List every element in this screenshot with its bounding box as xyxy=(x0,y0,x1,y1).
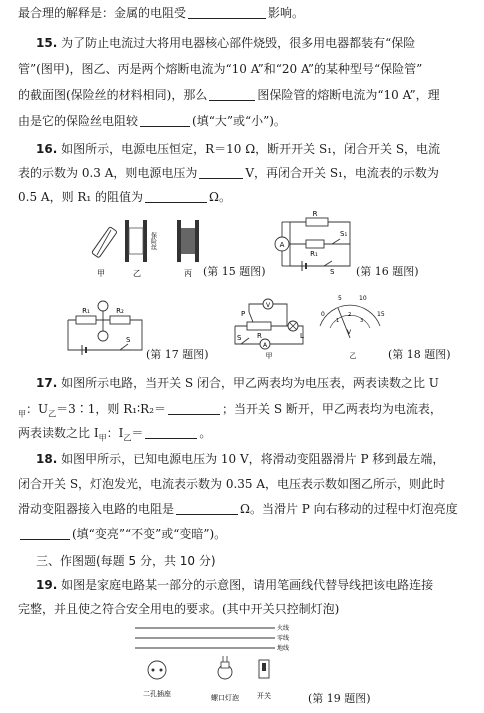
fig15-fuse-diagram xyxy=(85,210,205,282)
fig19-household-circuit xyxy=(135,620,310,710)
fig15-label-jia: 甲 xyxy=(97,269,105,278)
fig15-label-bing: 丙 xyxy=(184,269,192,278)
q18-line-3: 滑动变阻器接入电路的电阻是 Ω。当滑片 P 向右移动的过程中灯泡亮度 xyxy=(18,502,458,516)
fig16-circuit-diagram xyxy=(268,210,360,276)
fig15-fuse-label: 保险丝 xyxy=(149,232,157,250)
q16-answer-blank-1[interactable] xyxy=(199,165,243,179)
fig18-tick-10: 10 xyxy=(359,295,367,302)
fuse-tube-jia xyxy=(92,227,118,258)
fig16-label-S1: S₁ xyxy=(340,230,348,238)
fig16-label-A: A xyxy=(279,241,285,249)
q18-answer-blank-1[interactable] xyxy=(176,501,238,515)
q18-line-4: (填“变亮”“不变”或“变暗”)。 xyxy=(18,525,478,543)
fig19-label-neutral: 零线 xyxy=(277,635,290,642)
q18-line-1: 18. 如图甲所示，已知电源电压为 10 V，将滑动变阻器滑片 P 移到最左端， xyxy=(36,452,445,466)
fig18-inner-1: 1 xyxy=(336,318,340,324)
fuse-cross-section-yi xyxy=(125,220,147,262)
switch-s-icon xyxy=(241,338,249,344)
fig19-label-live: 火线 xyxy=(277,625,290,632)
fig16-label-S: S xyxy=(330,268,335,276)
fig19-caption: (第 19 题图) xyxy=(308,692,371,705)
q16-line-3: 0.5 A，则 R₁ 的阻值为 Ω。 xyxy=(18,190,231,204)
fig16-caption: (第 16 题图) xyxy=(356,265,419,278)
q17-answer-blank-2[interactable] xyxy=(145,425,197,439)
voltmeter-dial xyxy=(320,295,385,360)
fig18-inner-3: 3 xyxy=(360,318,364,324)
fig18-label-S: S xyxy=(237,334,242,342)
fuse-cross-section-bing xyxy=(177,220,199,262)
fig18-label-P: P xyxy=(241,310,246,318)
two-hole-socket-icon xyxy=(148,661,166,679)
q19-line-2: 完整，并且使之符合安全用电的要求。(其中开关只控制灯泡) xyxy=(18,602,340,616)
fig18-tick-5: 5 xyxy=(338,295,342,302)
q17-line-2: $_甲$：$U_乙=3∶1$，则 R₁∶R₂＝ ；当开关 S 断开，甲乙两表均为电流表， xyxy=(18,402,442,419)
fig18-label-L: L xyxy=(300,332,304,340)
section-3-title: 三、作图题(每题 5 分，共 10 分) xyxy=(36,554,216,568)
fig18-label-A: A xyxy=(262,342,268,349)
fig19-label-switch: 开关 xyxy=(257,692,271,700)
fig18-tick-15: 15 xyxy=(377,311,385,318)
q19-line-1: 19. 如图是家庭电路某一部分的示意图，请用笔画线代替导线把该电路连接 xyxy=(36,578,434,592)
fig17-label-R1: R₁ xyxy=(82,307,90,315)
q15-line-4: 由是它的保险丝电阻较 (填“大”或“小”)。 xyxy=(18,114,286,128)
fig18-circuit-and-meter xyxy=(225,294,390,362)
fig18-label-R: R xyxy=(257,332,262,340)
q16-line-2: 表的示数为 0.3 A，则电源电压为 V，再闭合开关 S₁，电流表的示数为 xyxy=(18,166,439,180)
meter-yi-icon xyxy=(98,331,108,341)
fig18-label-yi: 乙 xyxy=(349,352,357,360)
q15-answer-blank-2[interactable] xyxy=(140,113,190,127)
fig17-circuit-diagram xyxy=(62,298,148,358)
fig17-label-R2: R₂ xyxy=(116,307,124,315)
q17-answer-blank-1[interactable] xyxy=(168,401,220,415)
q14-tail-line: 最合理的解释是：金属的电阻受 影响。 xyxy=(18,6,305,20)
q17-line-1: 17. 如图所示电路，当开关 S 闭合，甲乙两表均为电压表，两表读数之比 U xyxy=(36,376,439,390)
q17-line-3: 两表读数之比 $I_甲$：$I_乙=$ 。 xyxy=(18,426,212,443)
q16-answer-blank-2[interactable] xyxy=(145,189,207,203)
q15-line-2: 管”(图甲)，图乙、丙是两个熔断电流为“10 A”和“20 A”的某种型号“保险管” xyxy=(18,62,423,76)
fig17-caption: (第 17 题图) xyxy=(146,348,209,361)
switch-icon xyxy=(259,660,269,678)
fig18-label-jia: 甲 xyxy=(265,352,273,360)
q16-line-1: 16. 如图所示，电源电压恒定，R＝10 Ω，断开开关 S₁，闭合开关 S，电流 xyxy=(36,142,441,156)
fig18-tick-0: 0 xyxy=(321,311,325,318)
fig18-label-V: V xyxy=(265,302,271,309)
meter-jia-icon xyxy=(98,301,108,311)
fig16-label-R1: R₁ xyxy=(310,250,318,258)
fig18-inner-2: 2 xyxy=(348,312,352,318)
q14-answer-blank[interactable] xyxy=(188,5,266,19)
q15-line-1: 15. 为了防止电流过大将用电器核心部件烧毁，很多用电器都装有“保险 xyxy=(36,36,416,50)
q15-line-3: 的截面图(保险丝的材料相同)，那么 图保险管的熔断电流为“10 A”，理 xyxy=(18,88,440,102)
fig19-label-socket: 二孔插座 xyxy=(143,690,171,698)
q18-line-2: 闭合开关 S，灯泡发光，电流表示数为 0.35 A，电压表示数如图乙所示，则此时 xyxy=(18,477,446,491)
q18-answer-blank-2[interactable] xyxy=(20,526,70,540)
fig19-label-lamp: 螺口灯泡 xyxy=(211,694,239,702)
fig16-label-R: R xyxy=(312,210,318,218)
switch-s-icon xyxy=(324,261,332,266)
fig15-label-yi: 乙 xyxy=(133,269,141,278)
fig19-label-ground: 地线 xyxy=(277,645,290,652)
q15-answer-blank-1[interactable] xyxy=(209,87,255,101)
fig17-label-S: S xyxy=(126,336,131,344)
fig15-caption: (第 15 题图) xyxy=(203,265,266,278)
fig18-meter-unit: V xyxy=(347,329,352,336)
screw-lamp-icon xyxy=(218,656,232,679)
fig18-caption: (第 18 题图) xyxy=(388,348,451,361)
